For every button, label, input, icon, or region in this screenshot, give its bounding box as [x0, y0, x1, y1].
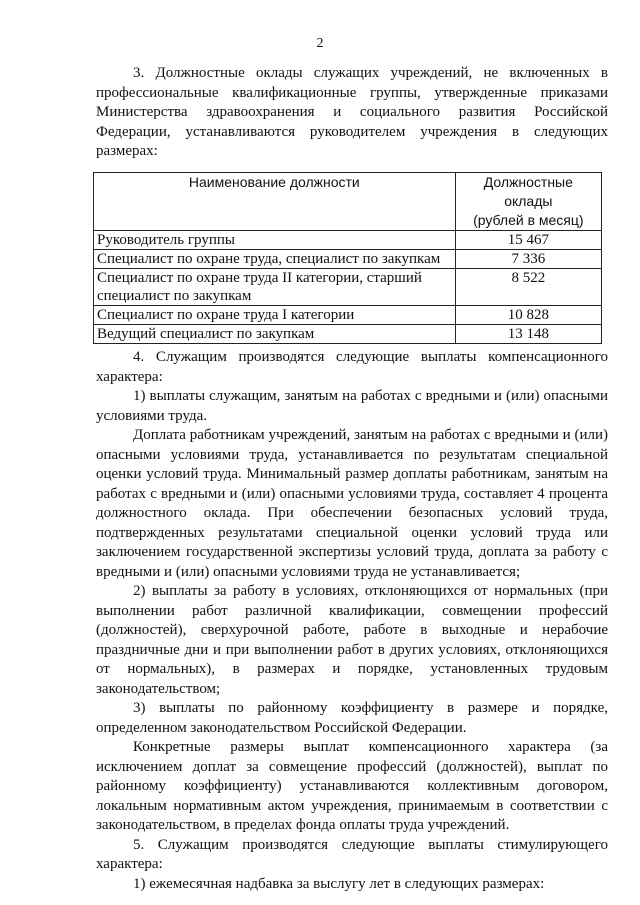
salary-cell: 8 522 — [455, 269, 601, 306]
section-4-intro: 4. Служащим производятся следующие выплаты компенсационного характера: — [96, 349, 608, 385]
position-cell: Специалист по охране труда II категории, старший специалист по закупкам — [94, 269, 456, 306]
header-salary — [455, 173, 601, 231]
position-cell: Ведущий специалист по закупкам — [94, 325, 456, 344]
table-row — [94, 306, 602, 325]
salary-cell: 7 336 — [455, 250, 601, 269]
header-salary-line2: (рублей в месяц) — [473, 212, 584, 228]
salary-table-header — [94, 173, 602, 231]
section-3-paragraph: 3. Должностные оклады служащих учреждений, не включенных в профессиональные квалификационные группы, утвержденные приказами Министерства здравоохранения и социального развития Российской Федерации, устанавливаются руководителем учреждения в следующих размерах: — [96, 65, 608, 159]
table-row — [94, 325, 602, 344]
page-number: 2 — [316, 36, 324, 51]
salary-table — [93, 172, 602, 344]
section-4-item-1: 1) выплаты служащим, занятым на работах с вредными и (или) опасными условиями труда. — [96, 388, 608, 424]
header-salary-line1: Должностные оклады — [483, 174, 573, 209]
position-cell: Специалист по охране труда I категории — [94, 306, 456, 325]
salary-cell: 15 467 — [455, 231, 601, 250]
section-4 — [96, 348, 608, 894]
section-5-item-1: 1) ежемесячная надбавка за выслугу лет в следующих размерах: — [133, 875, 545, 892]
position-cell: Руководитель группы — [94, 231, 456, 250]
table-row — [94, 231, 602, 250]
section-4-item-1-detail: Доплата работникам учреждений, занятым на работах с вредными и (или) опасными условиями труда, устанавливается по результатам специальной оценки условий труда. Минимальный размер доплаты работникам, занятым на работах с вредными и (или) опасными условиями труда, составляет 4 процента должностного оклада. При обеспечении безопасных условий труда, подтвержденных результатами специальной оценки условий труда или заключением государственной экспертизы условий труда, доплата за работу с вредными и (или) опасными условиями труда не устанавливается; — [96, 427, 608, 580]
header-position-name: Наименование должности — [94, 173, 456, 231]
section-4-specific-sizes: Конкретные размеры выплат компенсационного характера (за исключением доплат за совмещение профессий (должностей), выплат по районному коэффициенту) устанавливаются коллективным договором, локальным нормативным актом учреждения, принимаемым в соответствии с законодательством, в пределах фонда оплаты труда учреждений. — [96, 739, 608, 833]
section-4-item-2: 2) выплаты за работу в условиях, отклоняющихся от нормальных (при выполнении работ различной квалификации, совмещении профессий (должностей), сверхурочной работе, работе в выходные и нерабочие праздничные дни и при выполнении работ в других условиях, отклоняющихся от нормальных), в размерах и порядке, установленных трудовым законодательством; — [96, 583, 608, 697]
section-5-intro: 5. Служащим производятся следующие выплаты стимулирующего характера: — [96, 836, 608, 872]
table-row — [94, 250, 602, 269]
salary-cell: 10 828 — [455, 306, 601, 325]
salary-cell: 13 148 — [455, 325, 601, 344]
section-3 — [96, 64, 608, 162]
table-row — [94, 269, 602, 306]
position-cell: Специалист по охране труда, специалист по закупкам — [94, 250, 456, 269]
section-4-item-3: 3) выплаты по районному коэффициенту в размере и порядке, определенном законодательством Российской Федерации. — [96, 700, 608, 736]
